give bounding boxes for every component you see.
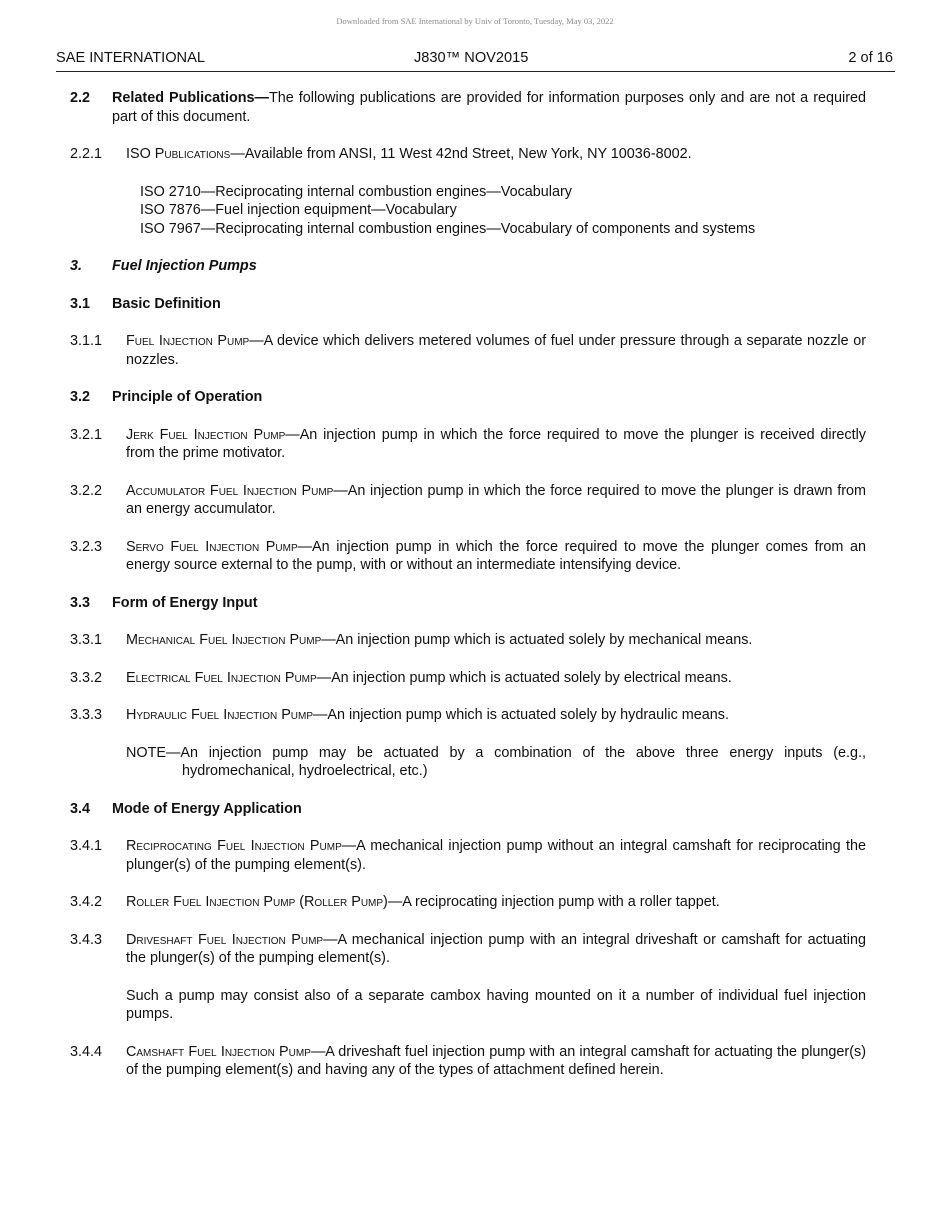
list-item: ISO 2710—Reciprocating internal combustion engines—Vocabulary xyxy=(140,183,572,200)
term-heading: Accumulator Fuel Injection Pump xyxy=(126,482,334,499)
section-number: 3.3.3 xyxy=(70,707,103,723)
download-watermark: Downloaded from SAE International by Univ of Toronto, Tuesday, May 03, 2022 xyxy=(336,16,614,26)
term-heading: Driveshaft Fuel Injection Pump xyxy=(126,931,324,948)
section-number: 3.1 xyxy=(70,295,91,312)
term-heading: ISO Publications xyxy=(126,146,231,162)
section-text: —An injection pump in which the force required to move the plunger is drawn from an energy accumulator. xyxy=(126,482,867,517)
section-number: 3.2.2 xyxy=(70,482,103,499)
section-text: —A driveshaft fuel injection pump with an integral camshaft for actuating the plunger(s) of the pumping element(s) and having any of the types of attachment defined herein. xyxy=(126,1043,867,1078)
section-number: 3.4.3 xyxy=(70,931,103,948)
section-2-2-1 xyxy=(70,145,866,164)
section-number: 3.4 xyxy=(70,800,91,817)
section-text: —An injection pump which is actuated solely by mechanical means. xyxy=(321,632,753,648)
term-heading: Servo Fuel Injection Pump xyxy=(126,538,298,555)
term-heading: Camshaft Fuel Injection Pump xyxy=(126,1043,311,1060)
term-heading: Mechanical Fuel Injection Pump xyxy=(126,632,322,648)
section-number: 3.3.1 xyxy=(70,632,103,648)
term-heading: Fuel Injection Pump xyxy=(126,333,250,349)
section-3-2-3 xyxy=(70,538,866,575)
section-title: Fuel Injection Pumps xyxy=(112,258,257,274)
header-document-id: J830™ NOV2015 xyxy=(414,50,529,66)
section-3-3-1 xyxy=(70,631,866,650)
list-item: ISO 7967—Reciprocating internal combustion engines—Vocabulary of components and systems xyxy=(140,220,756,237)
section-title: Related Publications— xyxy=(112,90,269,106)
section-3-4-2 xyxy=(70,893,866,912)
section-3 xyxy=(70,257,866,276)
section-number: 3.4.1 xyxy=(70,838,103,854)
section-title: Principle of Operation xyxy=(112,389,263,405)
term-heading: Reciprocating Fuel Injection Pump xyxy=(126,838,342,854)
section-3-2 xyxy=(70,388,866,407)
term-heading: Electrical Fuel Injection Pump xyxy=(126,669,317,686)
section-2-2 xyxy=(70,89,866,126)
section-number: 2.2.1 xyxy=(70,146,103,162)
note-text: NOTE—An injection pump may be actuated by a combination of the above three energy inputs (e.g., hydromechanical, hydroelectrical, etc.) xyxy=(126,744,866,779)
section-number: 3.4.4 xyxy=(70,1043,103,1060)
section-3-4-3-continuation: Such a pump may consist also of a separate cambox having mounted on it a number of individual fuel injection pumps. xyxy=(126,987,866,1022)
page-header xyxy=(56,49,895,72)
section-number: 2.2 xyxy=(70,90,91,106)
term-heading: Hydraulic Fuel Injection Pump xyxy=(126,707,314,723)
section-number: 3.2.3 xyxy=(70,538,103,555)
section-text: —An injection pump which is actuated solely by hydraulic means. xyxy=(313,707,729,723)
section-text: —An injection pump in which the force required to move the plunger is received directly from the prime motivator. xyxy=(126,426,866,461)
section-3-4-4 xyxy=(70,1043,866,1080)
section-3-4-3 xyxy=(70,931,866,968)
section-3-1-1 xyxy=(70,332,866,369)
section-title: Basic Definition xyxy=(112,295,221,312)
section-text: —Available from ANSI, 11 West 42nd Street, New York, NY 10036-8002. xyxy=(230,146,692,162)
section-text: —A mechanical injection pump without an integral camshaft for reciprocating the plunger(s) of the pumping element(s). xyxy=(126,838,867,873)
list-item: ISO 7876—Fuel injection equipment—Vocabulary xyxy=(140,202,457,218)
section-3-2-2 xyxy=(70,482,866,519)
section-text: —A reciprocating injection pump with a roller tappet. xyxy=(387,894,720,910)
section-number: 3.2 xyxy=(70,389,91,405)
term-heading: Roller Fuel Injection Pump (Roller Pump) xyxy=(126,894,388,910)
section-text: —An injection pump in which the force required to move the plunger comes from an energy source external to the pump, with or without an intermediate intensifying device. xyxy=(126,538,866,573)
section-3-4-1 xyxy=(70,837,866,874)
section-number: 3.2.1 xyxy=(70,426,103,443)
section-number: 3.4.2 xyxy=(70,894,103,910)
header-organization: SAE INTERNATIONAL xyxy=(56,50,205,66)
section-3-4 xyxy=(70,800,866,819)
section-3-1 xyxy=(70,295,866,314)
section-text: The following publications are provided for information purposes only and are not a required part of this document. xyxy=(112,90,866,125)
document-body xyxy=(70,89,866,1080)
term-heading: Jerk Fuel Injection Pump xyxy=(126,426,286,443)
section-number: 3.3 xyxy=(70,594,91,611)
section-title: Mode of Energy Application xyxy=(112,800,302,817)
header-page-number: 2 of 16 xyxy=(848,50,893,66)
section-3-3 xyxy=(70,594,866,613)
section-number: 3.3.2 xyxy=(70,669,103,686)
section-title: Form of Energy Input xyxy=(112,594,258,611)
note-block xyxy=(70,744,866,781)
section-3-2-1 xyxy=(70,426,866,463)
section-number: 3. xyxy=(70,258,83,274)
section-number: 3.1.1 xyxy=(70,333,103,349)
section-3-3-3 xyxy=(70,706,866,725)
section-3-3-2 xyxy=(70,669,866,688)
iso-reference-list xyxy=(70,183,866,239)
section-text: —A device which delivers metered volumes of fuel under pressure through a separate nozzle or nozzles. xyxy=(126,333,866,368)
section-text: —An injection pump which is actuated solely by electrical means. xyxy=(316,669,732,686)
section-text: —A mechanical injection pump with an integral driveshaft or camshaft for actuating the plunger(s) of the pumping element(s). xyxy=(126,931,866,966)
